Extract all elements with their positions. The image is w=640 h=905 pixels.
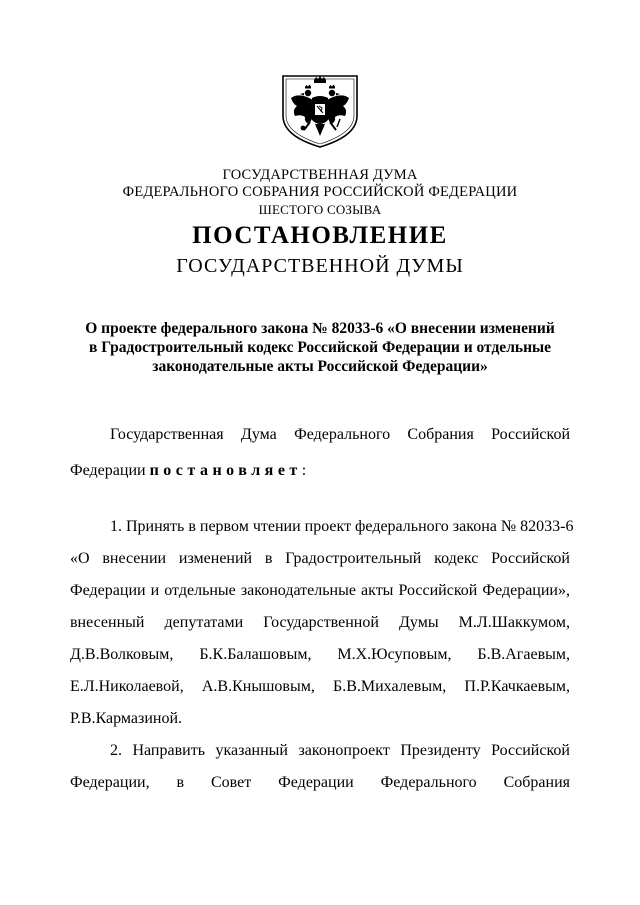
document-title: ПОСТАНОВЛЕНИЕ — [192, 222, 448, 249]
subject-line-1: О проекте федерального закона № 82033-6 «О внесении изменений — [85, 320, 555, 337]
preamble-colon: : — [301, 462, 307, 479]
item1-line-3: Федерации и отдельные законодательные акты Российской Федерации», — [70, 582, 570, 599]
header-assembly: ФЕДЕРАЛЬНОГО СОБРАНИЯ РОССИЙСКОЙ ФЕДЕРАЦИИ — [122, 184, 518, 200]
subject-line-2: в Градостроительный кодекс Российской Федерации и отдельные — [89, 339, 551, 356]
item1-line-4: внесенный депутатами Государственной Думы М.Л.Шаккумом, — [70, 614, 570, 631]
item1-line-1: 1. Принять в первом чтении проект федерального закона № 82033-6 — [110, 518, 574, 535]
preamble-line-1: Государственная Дума Федерального Собрания Российской — [110, 426, 570, 443]
preamble-line-2 — [70, 462, 570, 480]
header-convocation: ШЕСТОГО СОЗЫВА — [258, 202, 382, 217]
subject-line-3: законодательные акты Российской Федерации» — [152, 358, 488, 375]
item1-line-6: Е.Л.Николаевой, А.В.Кнышовым, Б.В.Михалевым, П.Р.Качкаевым, — [70, 678, 570, 695]
item2-line-1: 2. Направить указанный законопроект Президенту Российской — [110, 742, 570, 759]
preamble-start: Федерации — [70, 462, 150, 479]
item1-line-2: «О внесении изменений в Градостроительный кодекс Российской — [70, 550, 570, 567]
item1-line-7: Р.В.Кармазиной. — [70, 710, 183, 727]
coat-of-arms-icon — [275, 70, 365, 150]
header-organization: ГОСУДАРСТВЕННАЯ ДУМА — [222, 167, 418, 183]
item2-line-2: Федерации, в Совет Федерации Федерального Собрания — [70, 774, 570, 791]
preamble-resolves: постановляет — [149, 462, 302, 479]
item1-line-5: Д.В.Волковым, Б.К.Балашовым, М.Х.Юсуповым, Б.В.Агаевым, — [70, 646, 570, 663]
document-subtitle: ГОСУДАРСТВЕННОЙ ДУМЫ — [176, 255, 464, 277]
